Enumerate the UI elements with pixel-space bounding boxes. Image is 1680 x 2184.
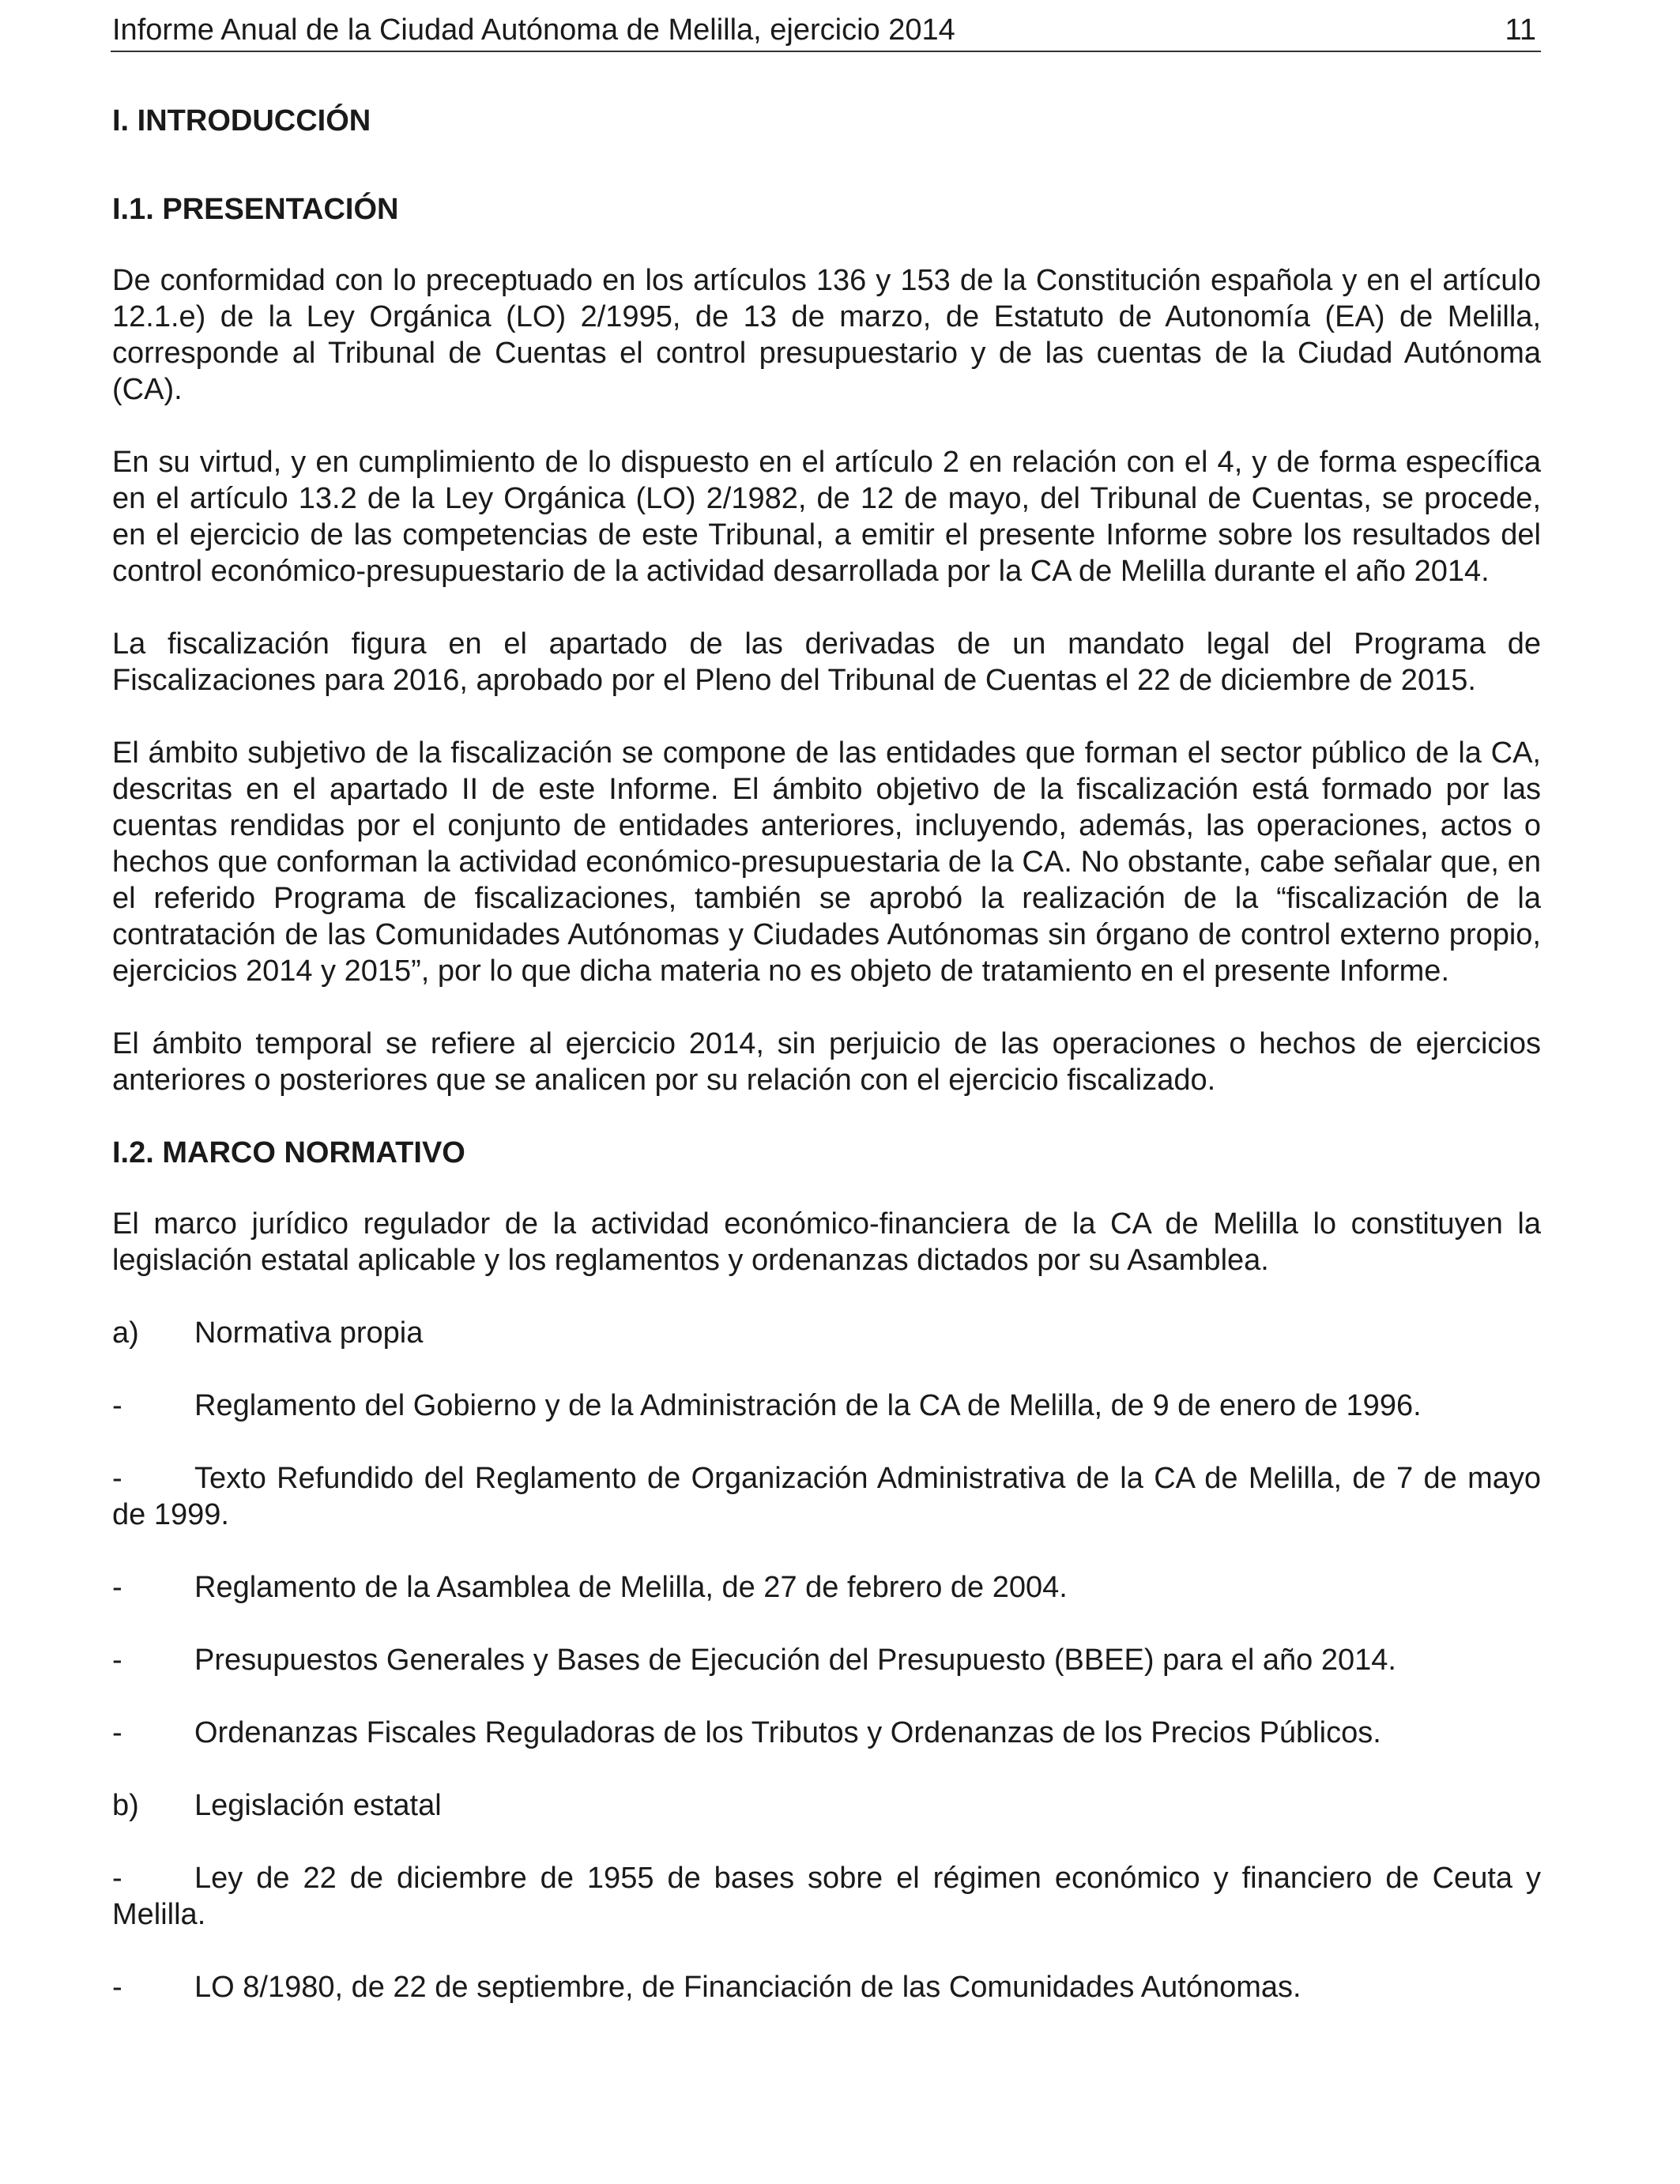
list-item bbox=[112, 1715, 1541, 1751]
list-item-text: Ley de 22 de diciembre de 1955 de bases sobre el régimen económico y financiero de Ceuta y Melilla. bbox=[112, 1862, 1541, 1931]
list-item bbox=[112, 1642, 1541, 1678]
list-dash: - bbox=[112, 1571, 122, 1604]
paragraph: El ámbito temporal se refiere al ejercicio 2014, sin perjuicio de las operaciones o hechos de ejercicios anteriores o posteriores que se analicen por su relación con el ejercicio fiscalizado. bbox=[112, 1027, 1541, 1097]
list-heading-legislacion-estatal bbox=[112, 1787, 1541, 1824]
paragraph: El ámbito subjetivo de la fiscalización se compone de las entidades que forman el sector público de la CA, descritas en el apartado II de este Informe. El ámbito objetivo de la fiscalización está formado por las cuentas rendidas por el conjunto de entidades anteriores, incluyendo, además, las operaciones, actos o hechos que conforman la actividad económico-presupuestaria de la CA. No obstante, cabe señalar que, en el referido Programa de fiscalizaciones, también se aprobó la realización de la “fiscalización de la contratación de las Comunidades Autónomas y Ciudades Autónomas sin órgano de control externo propio, ejercicios 2014 y 2015”, por lo que dicha materia no es objeto de tratamiento en el presente Informe. bbox=[112, 736, 1541, 988]
list-marker: a) bbox=[112, 1316, 139, 1350]
paragraph: La fiscalización figura en el apartado de las derivadas de un mandato legal del Programa de Fiscalizaciones para 2016, aprobado por el Pleno del Tribunal de Cuentas el 22 de diciembre de 2015. bbox=[112, 627, 1541, 697]
list-item bbox=[112, 1860, 1541, 1933]
list-marker: b) bbox=[112, 1789, 139, 1822]
list-dash: - bbox=[112, 1389, 122, 1422]
list-dash: - bbox=[112, 1462, 122, 1495]
section-heading-introduccion: I. INTRODUCCIÓN bbox=[112, 104, 371, 137]
paragraph: El marco jurídico regulador de la actividad económico-financiera de la CA de Melilla lo constituyen la legislación estatal aplicable y los reglamentos y ordenanzas dictados por su Asamblea. bbox=[112, 1207, 1541, 1277]
list-heading-normativa-propia bbox=[112, 1315, 1541, 1351]
list-item-text: Presupuestos Generales y Bases de Ejecución del Presupuesto (BBEE) para el año 2014. bbox=[194, 1644, 1396, 1677]
list-item-text: Reglamento del Gobierno y de la Administración de la CA de Melilla, de 9 de enero de 1996. bbox=[194, 1389, 1422, 1422]
section-heading-marco-normativo: I.2. MARCO NORMATIVO bbox=[112, 1136, 465, 1169]
list-item bbox=[112, 1460, 1541, 1533]
page-header bbox=[111, 11, 1541, 52]
page-number: 11 bbox=[1505, 13, 1536, 47]
list-dash: - bbox=[112, 1862, 122, 1895]
list-item bbox=[112, 1388, 1541, 1424]
list-item-text: Texto Refundido del Reglamento de Organización Administrativa de la CA de Melilla, de 7 de mayo de 1999. bbox=[112, 1462, 1541, 1531]
list-item-text: Ordenanzas Fiscales Reguladoras de los Tributos y Ordenanzas de los Precios Públicos. bbox=[194, 1716, 1381, 1749]
header-title: Informe Anual de la Ciudad Autónoma de Melilla, ejercicio 2014 bbox=[112, 13, 955, 47]
document-body bbox=[112, 103, 1541, 2042]
list-dash: - bbox=[112, 1716, 122, 1749]
list-item bbox=[112, 1569, 1541, 1606]
section-heading-presentacion: I.1. PRESENTACIÓN bbox=[112, 193, 399, 226]
list-item bbox=[112, 1969, 1541, 2005]
list-heading-text: Normativa propia bbox=[194, 1316, 424, 1350]
list-heading-text: Legislación estatal bbox=[194, 1789, 442, 1822]
list-item-text: LO 8/1980, de 22 de septiembre, de Financiación de las Comunidades Autónomas. bbox=[194, 1971, 1301, 2004]
list-item-text: Reglamento de la Asamblea de Melilla, de 27 de febrero de 2004. bbox=[194, 1571, 1068, 1604]
paragraph: En su virtud, y en cumplimiento de lo dispuesto en el artículo 2 en relación con el 4, y de forma específica en el artículo 13.2 de la Ley Orgánica (LO) 2/1982, de 12 de mayo, del Tribunal de Cuentas, se procede, en el ejercicio de las competencias de este Tribunal, a emitir el presente Informe sobre los resultados del control económico-presupuestario de la actividad desarrollada por la CA de Melilla durante el año 2014. bbox=[112, 446, 1541, 588]
list-dash: - bbox=[112, 1644, 122, 1677]
list-dash: - bbox=[112, 1971, 122, 2004]
paragraph: De conformidad con lo preceptuado en los artículos 136 y 153 de la Constitución española y en el artículo 12.1.e) de la Ley Orgánica (LO) 2/1995, de 13 de marzo, de Estatuto de Autonomía (EA) de Melilla, corresponde al Tribunal de Cuentas el control presupuestario y de las cuentas de la Ciudad Autónoma (CA). bbox=[112, 264, 1541, 406]
